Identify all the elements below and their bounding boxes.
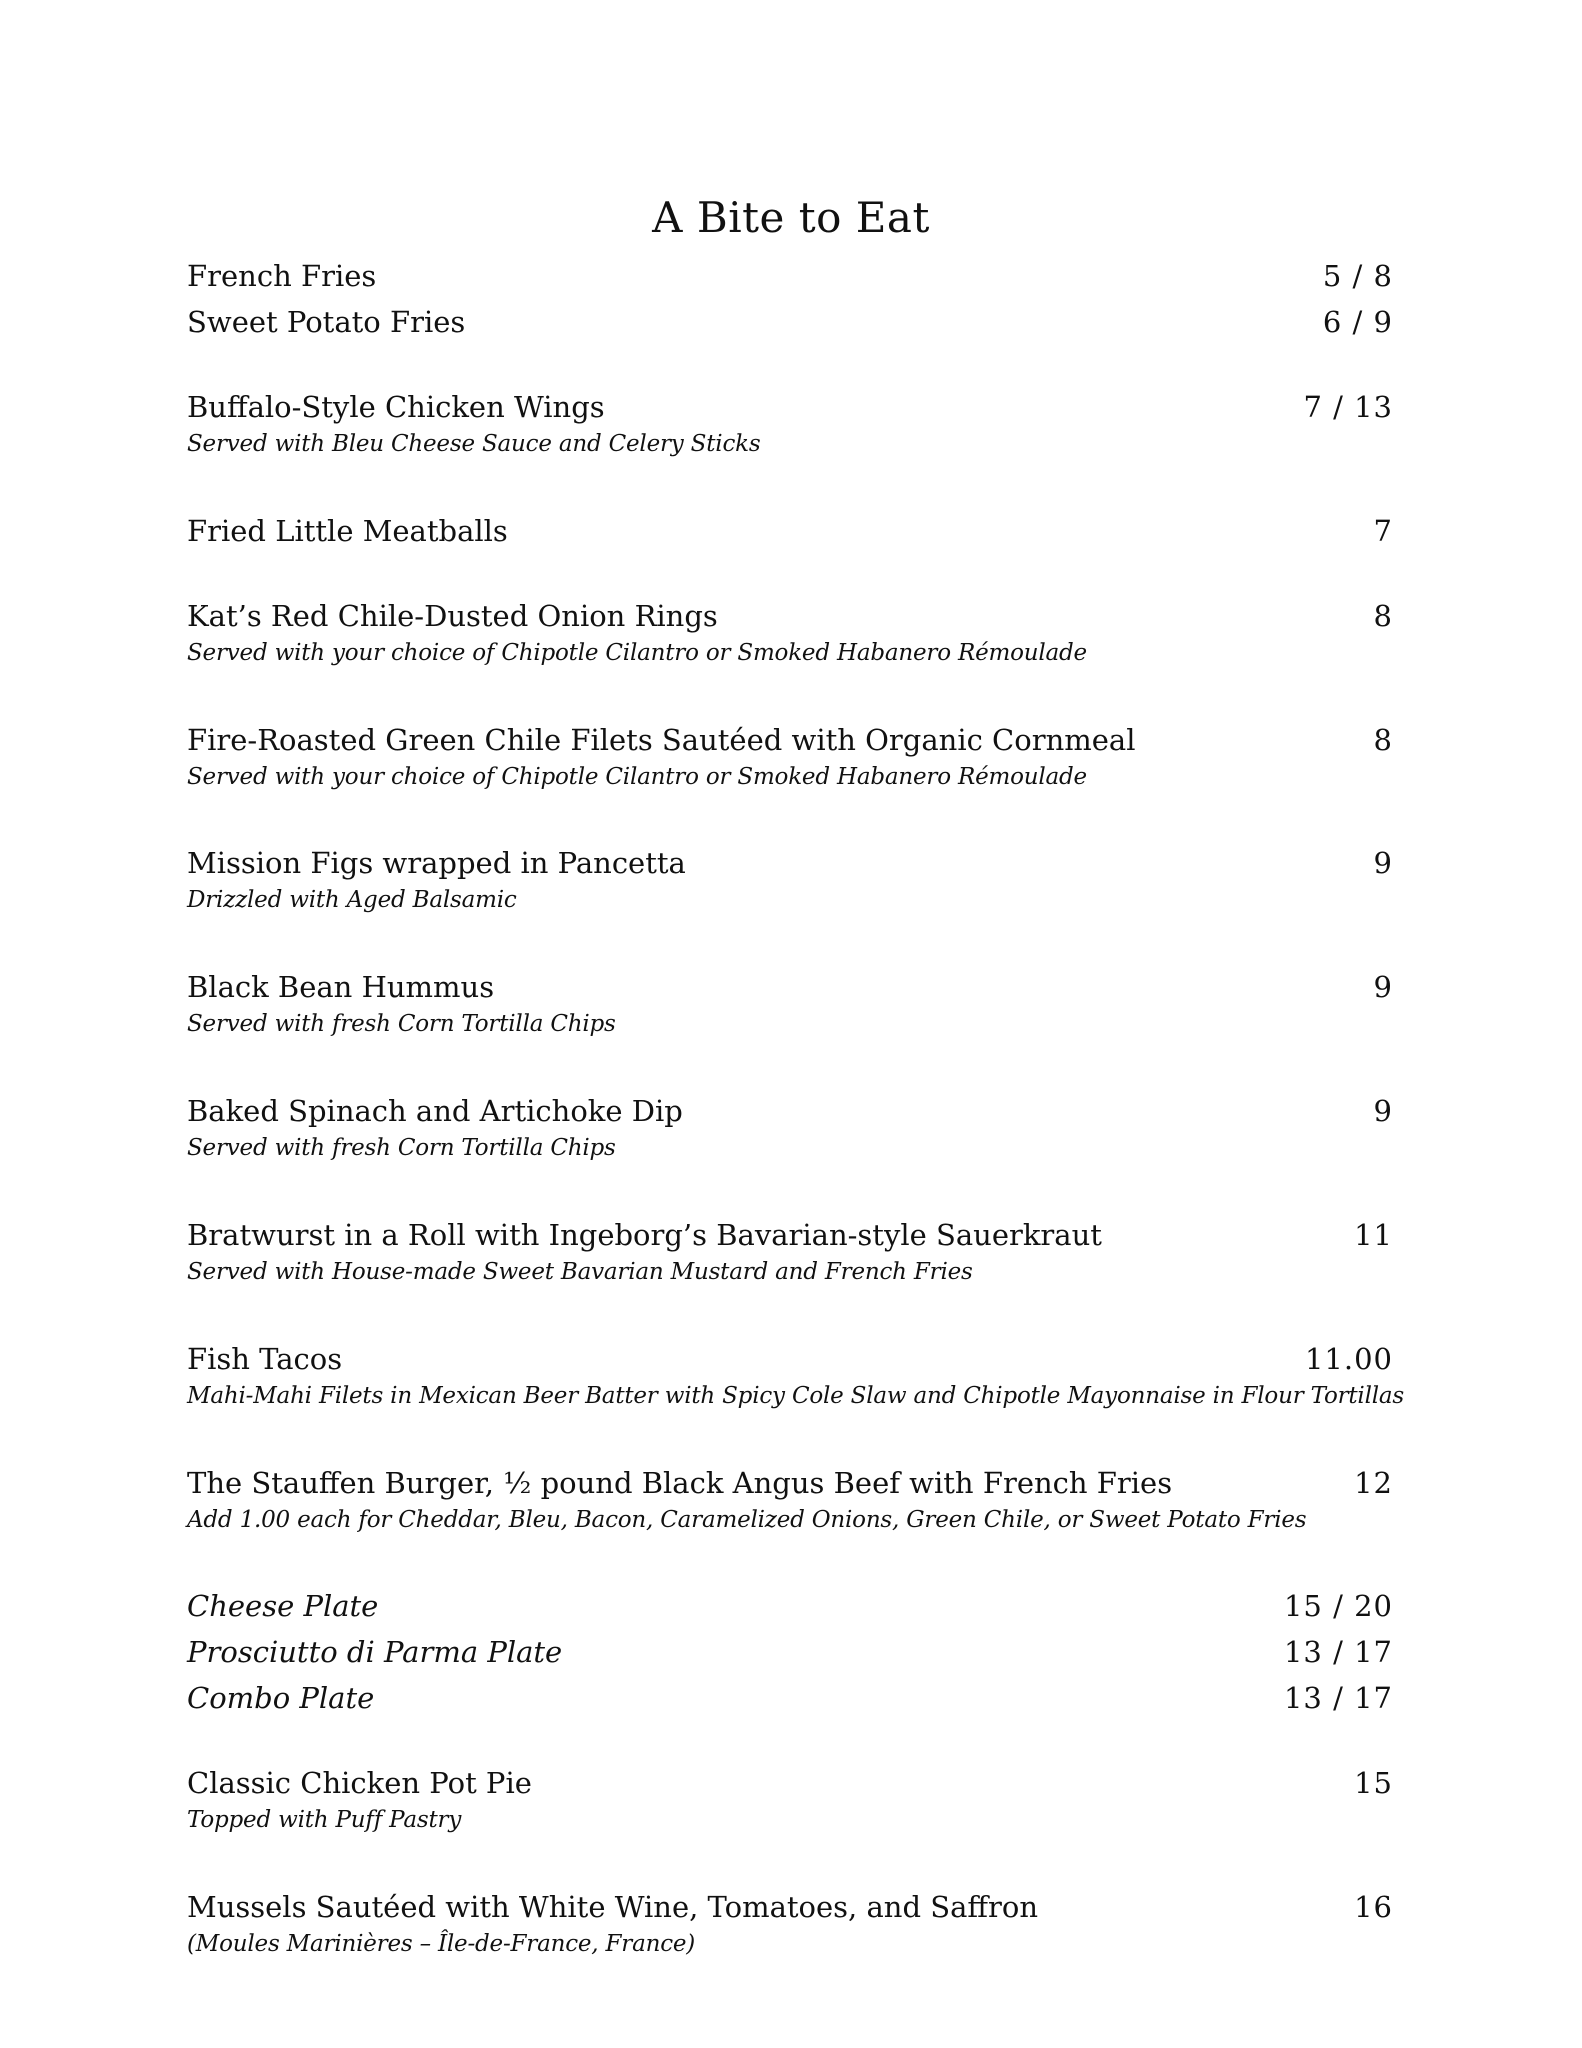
item-price: 5 / 8 [1322,259,1393,293]
item-price: 11.00 [1304,1342,1393,1376]
item-description: Served with Bleu Cheese Sauce and Celery Sticks [187,431,761,457]
item-description: Drizzled with Aged Balsamic [187,887,517,913]
item-description: Served with fresh Corn Tortilla Chips [187,1135,616,1161]
item-description: Served with House-made Sweet Bavarian Mustard and French Fries [187,1259,973,1285]
menu-item-mission-figs [187,845,1393,915]
item-name: Black Bean Hummus [187,970,495,1004]
menu-item-meatballs [187,513,1393,549]
item-name: Mission Figs wrapped in Pancetta [187,846,686,880]
item-price: 15 / 20 [1283,1589,1393,1623]
menu-item-mussels [187,1889,1393,1959]
menu-item-french-fries [187,258,1393,294]
menu-item-burger [187,1465,1393,1535]
menu-item-green-chile-filets [187,722,1393,792]
menu-item-combo-plate [187,1680,1393,1716]
item-price: 8 [1373,599,1393,633]
item-price: 9 [1373,846,1393,880]
item-name: Combo Plate [187,1681,375,1715]
item-name: Prosciutto di Parma Plate [187,1635,563,1669]
item-price: 12 [1354,1466,1393,1500]
item-description: Topped with Puff Pastry [187,1807,462,1833]
item-name: Sweet Potato Fries [187,305,466,339]
item-description: Served with your choice of Chipotle Cilantro or Smoked Habanero Rémoulade [187,640,1087,666]
item-name: Fish Tacos [187,1342,343,1376]
menu-item-sweet-potato-fries [187,304,1393,340]
item-price: 8 [1373,723,1393,757]
item-name: Kat’s Red Chile-Dusted Onion Rings [187,599,718,633]
item-price: 13 / 17 [1283,1681,1393,1715]
item-name: Bratwurst in a Roll with Ingeborg’s Bavarian-style Sauerkraut [187,1218,1102,1252]
item-name: French Fries [187,259,377,293]
item-name: Baked Spinach and Artichoke Dip [187,1094,683,1128]
item-name: Fire-Roasted Green Chile Filets Sautéed with Organic Cornmeal [187,723,1136,757]
menu-title: A Bite to Eat [652,193,930,242]
item-price: 9 [1373,970,1393,1004]
menu-item-spinach-dip [187,1093,1393,1163]
menu-item-cheese-plate [187,1588,1393,1624]
item-price: 15 [1354,1766,1393,1800]
menu-item-bratwurst [187,1217,1393,1287]
item-name: Classic Chicken Pot Pie [187,1766,532,1800]
menu-item-fish-tacos [187,1341,1405,1411]
item-price: 11 [1354,1218,1393,1252]
menu-item-pot-pie [187,1765,1393,1835]
menu-item-chicken-wings [187,389,1393,459]
item-description: (Moules Marinières – Île-de-France, France) [187,1931,696,1957]
menu-item-onion-rings [187,598,1393,668]
item-price: 7 [1373,514,1393,548]
item-price: 7 / 13 [1303,390,1393,424]
item-name: Cheese Plate [187,1589,379,1623]
item-name: Mussels Sautéed with White Wine, Tomatoes, and Saffron [187,1890,1038,1924]
item-price: 6 / 9 [1322,305,1393,339]
menu-item-prosciutto-plate [187,1634,1393,1670]
item-price: 9 [1373,1094,1393,1128]
menu-item-hummus [187,969,1393,1039]
item-description: Mahi-Mahi Filets in Mexican Beer Batter with Spicy Cole Slaw and Chipotle Mayonnaise in Flour Tortillas [187,1383,1405,1409]
item-name: Buffalo-Style Chicken Wings [187,390,605,424]
item-name: The Stauffen Burger, ½ pound Black Angus Beef with French Fries [187,1466,1173,1500]
item-description: Served with fresh Corn Tortilla Chips [187,1011,616,1037]
item-price: 13 / 17 [1283,1635,1393,1669]
item-price: 16 [1354,1890,1393,1924]
item-description: Served with your choice of Chipotle Cilantro or Smoked Habanero Rémoulade [187,764,1087,790]
item-name: Fried Little Meatballs [187,514,508,548]
item-description: Add 1.00 each for Cheddar, Bleu, Bacon, Caramelized Onions, Green Chile, or Sweet Potato Fries [187,1507,1307,1533]
